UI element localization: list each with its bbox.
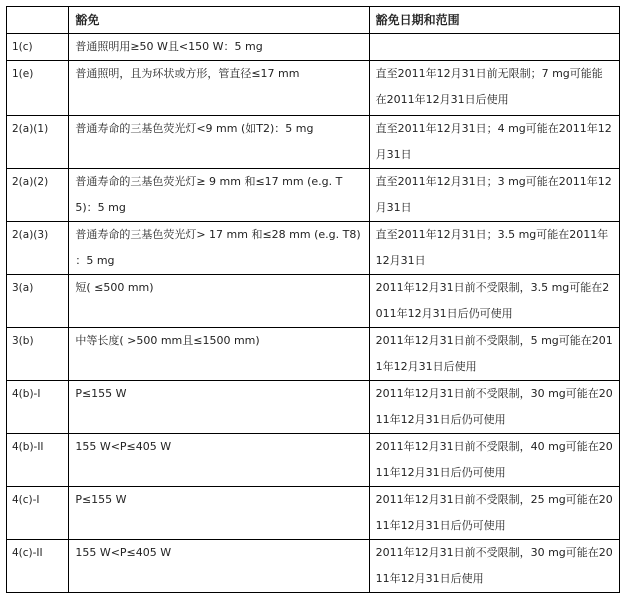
- row-exemption: P≤155 W: [69, 381, 369, 434]
- exemption-table: [6, 6, 620, 593]
- table-row: [7, 116, 620, 169]
- row-exemption: P≤155 W: [69, 487, 369, 540]
- row-scope: 2011年12月31日前不受限制，30 mg可能在2011年12月31日后仍可使用: [369, 381, 619, 434]
- row-scope: 直至2011年12月31日；3 mg可能在2011年12月31日: [369, 169, 619, 222]
- row-id: 2(a)(2): [7, 169, 69, 222]
- table-row: [7, 381, 620, 434]
- row-id: 3(b): [7, 328, 69, 381]
- row-scope: 直至2011年12月31日前无限制；7 mg可能能在2011年12月31日后使用: [369, 61, 619, 116]
- table-header-row: [7, 7, 620, 34]
- table-row: [7, 169, 620, 222]
- table-row: [7, 328, 620, 381]
- header-scope: 豁免日期和范围: [369, 7, 619, 34]
- row-id: 1(e): [7, 61, 69, 116]
- row-exemption: 中等长度( >500 mm且≤1500 mm): [69, 328, 369, 381]
- table-row: [7, 275, 620, 328]
- header-exemption: 豁免: [69, 7, 369, 34]
- row-scope: 直至2011年12月31日；4 mg可能在2011年12月31日: [369, 116, 619, 169]
- row-scope: 2011年12月31日前不受限制，3.5 mg可能在2011年12月31日后仍可使用: [369, 275, 619, 328]
- row-exemption: 155 W<P≤405 W: [69, 434, 369, 487]
- row-scope: [369, 34, 619, 61]
- row-exemption: 普通寿命的三基色荧光灯> 17 mm 和≤28 mm (e.g. T8) ：5 mg: [69, 222, 369, 275]
- row-scope: 2011年12月31日前不受限制，25 mg可能在2011年12月31日后仍可使用: [369, 487, 619, 540]
- table-row: [7, 61, 620, 116]
- header-id: [7, 7, 69, 34]
- row-scope: 2011年12月31日前不受限制，5 mg可能在2011年12月31日后使用: [369, 328, 619, 381]
- row-id: 2(a)(3): [7, 222, 69, 275]
- row-id: 2(a)(1): [7, 116, 69, 169]
- row-id: 3(a): [7, 275, 69, 328]
- row-id: 4(b)-I: [7, 381, 69, 434]
- row-exemption: 短( ≤500 mm): [69, 275, 369, 328]
- row-id: 4(c)-II: [7, 540, 69, 593]
- table-row: [7, 487, 620, 540]
- row-exemption: 普通照明用≥50 W且<150 W：5 mg: [69, 34, 369, 61]
- row-id: 4(b)-II: [7, 434, 69, 487]
- row-scope: 直至2011年12月31日；3.5 mg可能在2011年12月31日: [369, 222, 619, 275]
- row-exemption: 普通照明，且为环状或方形，管直径≤17 mm: [69, 61, 369, 116]
- table-row: [7, 540, 620, 593]
- row-scope: 2011年12月31日前不受限制，40 mg可能在2011年12月31日后仍可使用: [369, 434, 619, 487]
- row-exemption: 普通寿命的三基色荧光灯≥ 9 mm 和≤17 mm (e.g. T5)：5 mg: [69, 169, 369, 222]
- row-id: 4(c)-I: [7, 487, 69, 540]
- table-row: [7, 34, 620, 61]
- table-row: [7, 434, 620, 487]
- row-exemption: 155 W<P≤405 W: [69, 540, 369, 593]
- row-scope: 2011年12月31日前不受限制，30 mg可能在2011年12月31日后使用: [369, 540, 619, 593]
- row-id: 1(c): [7, 34, 69, 61]
- row-exemption: 普通寿命的三基色荧光灯<9 mm (如T2)：5 mg: [69, 116, 369, 169]
- table-row: [7, 222, 620, 275]
